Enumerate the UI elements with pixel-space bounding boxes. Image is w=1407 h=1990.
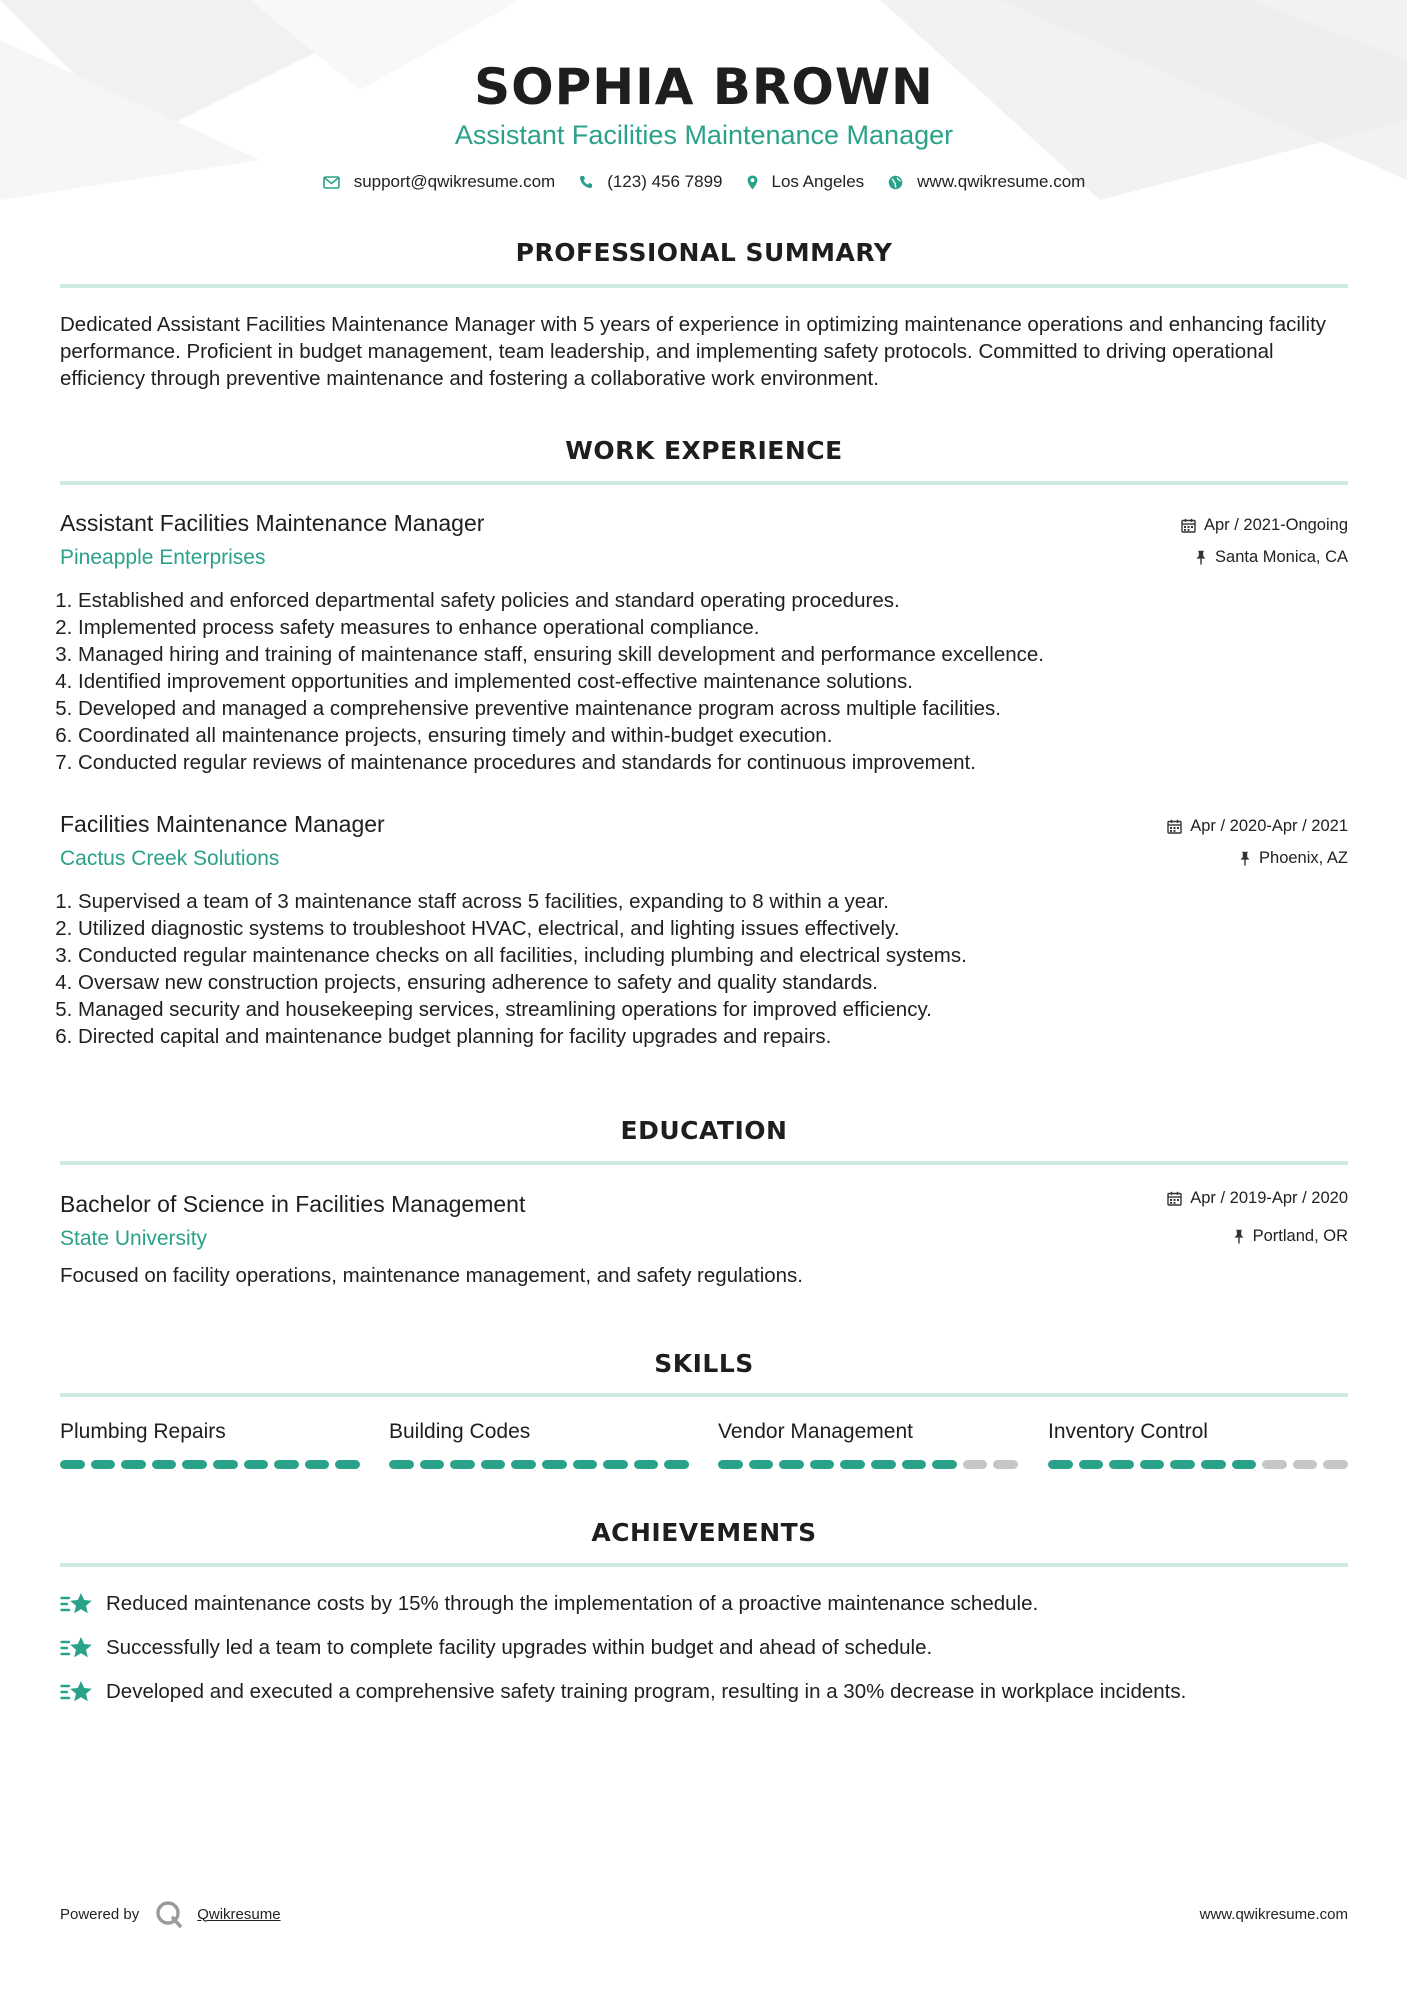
job-dates — [1167, 817, 1348, 836]
skill-dot — [1232, 1460, 1257, 1469]
job-title: Facilities Maintenance Manager — [60, 811, 385, 837]
skill-dot — [213, 1460, 238, 1469]
footer-powered-by — [60, 1900, 281, 1928]
degree-title: Bachelor of Science in Facilities Management — [60, 1191, 526, 1217]
contact-location — [747, 172, 865, 192]
skill-item — [1048, 1420, 1348, 1469]
qwikresume-logo-icon — [155, 1900, 183, 1928]
list-item: 2. Implemented process safety measures to enhance operational compliance. — [78, 614, 1348, 641]
star-icon — [60, 1634, 94, 1662]
skill-dot — [779, 1460, 804, 1469]
education-heading: EDUCATION — [620, 1116, 788, 1145]
phone-icon — [579, 175, 593, 189]
skills-heading: SKILLS — [654, 1349, 754, 1378]
list-item: 6. Directed capital and maintenance budget planning for facility upgrades and repairs. — [78, 1023, 1348, 1050]
education-divider — [60, 1161, 1348, 1165]
summary-divider — [60, 284, 1348, 288]
skill-item — [718, 1420, 1018, 1469]
skill-dot — [603, 1460, 628, 1469]
skill-dot — [810, 1460, 835, 1469]
skill-dot — [993, 1460, 1018, 1469]
skill-name: Vendor Management — [718, 1420, 913, 1443]
skill-dot — [963, 1460, 988, 1469]
summary-heading: PROFESSIONAL SUMMARY — [515, 238, 893, 267]
skill-dot — [1109, 1460, 1134, 1469]
email-text: support@qwikresume.com — [353, 172, 556, 191]
phone-text: (123) 456 7899 — [607, 172, 723, 191]
education-location — [1233, 1227, 1348, 1246]
job-dates-text: Apr / 2020-Apr / 2021 — [1190, 817, 1348, 835]
job-location-text: Santa Monica, CA — [1215, 548, 1348, 566]
list-item: 2. Utilized diagnostic systems to troubleshoot HVAC, electrical, and lighting issues effectively. — [78, 915, 1348, 942]
skill-rating — [1048, 1460, 1348, 1469]
list-item: 3. Conducted regular maintenance checks on all facilities, including plumbing and electrical systems. — [78, 942, 1348, 969]
skills-divider — [60, 1393, 1348, 1397]
list-item: 1. Established and enforced departmental safety policies and standard operating procedures. — [78, 587, 1348, 614]
experience-divider — [60, 481, 1348, 485]
skill-dot — [634, 1460, 659, 1469]
skill-dot — [274, 1460, 299, 1469]
skill-dot — [1323, 1460, 1348, 1469]
achievement-text: Reduced maintenance costs by 15% through the implementation of a proactive maintenance schedule. — [106, 1592, 1039, 1615]
job-location-text: Phoenix, AZ — [1259, 849, 1348, 867]
envelope-icon — [323, 176, 340, 189]
skill-dot — [1048, 1460, 1073, 1469]
contact-website[interactable] — [888, 172, 1085, 192]
skill-dot — [481, 1460, 506, 1469]
job-bullets — [54, 587, 1348, 776]
skill-dot — [244, 1460, 269, 1469]
skill-item — [389, 1420, 689, 1469]
skill-dot — [718, 1460, 743, 1469]
skill-dot — [871, 1460, 896, 1469]
candidate-role: Assistant Facilities Maintenance Manager — [454, 120, 954, 150]
calendar-icon — [1167, 1191, 1182, 1206]
star-icon — [60, 1590, 94, 1618]
skill-dot — [1262, 1460, 1287, 1469]
calendar-icon — [1181, 518, 1196, 533]
experience-heading: WORK EXPERIENCE — [565, 436, 843, 465]
achievements-divider — [60, 1563, 1348, 1567]
globe-icon — [888, 175, 903, 190]
skill-dot — [305, 1460, 330, 1469]
achievement-text: Successfully led a team to complete facility upgrades within budget and ahead of schedule. — [106, 1636, 933, 1659]
education-location-text: Portland, OR — [1252, 1227, 1348, 1245]
job-bullets — [54, 888, 1348, 1050]
list-item: 5. Developed and managed a comprehensive preventive maintenance program across multiple facilities. — [78, 695, 1348, 722]
skill-name: Building Codes — [389, 1420, 531, 1443]
list-item: 4. Identified improvement opportunities and implemented cost-effective maintenance solutions. — [78, 668, 1348, 695]
list-item: 1. Supervised a team of 3 maintenance staff across 5 facilities, expanding to 8 within a year. — [78, 888, 1348, 915]
skill-dot — [1140, 1460, 1165, 1469]
achievement-item — [60, 1678, 1348, 1706]
list-item: 7. Conducted regular reviews of maintenance procedures and standards for continuous improvement. — [78, 749, 1348, 776]
map-pin-icon — [747, 175, 758, 190]
contact-email[interactable] — [323, 172, 556, 192]
skill-rating — [389, 1460, 689, 1469]
list-item: 5. Managed security and housekeeping services, streamlining operations for improved efficiency. — [78, 996, 1348, 1023]
website-text: www.qwikresume.com — [917, 172, 1086, 191]
calendar-icon — [1167, 819, 1182, 834]
skill-dot — [1170, 1460, 1195, 1469]
skill-dot — [840, 1460, 865, 1469]
skill-item — [60, 1420, 360, 1469]
skill-name: Plumbing Repairs — [60, 1420, 226, 1443]
pushpin-icon — [1239, 851, 1251, 866]
skill-dot — [511, 1460, 536, 1469]
summary-text: Dedicated Assistant Facilities Maintenance Manager with 5 years of experience in optimizing maintenance operations and enhancing facility performance. Proficient in budget management, team leadership, and implementing safety protocols. Committed to driving operational efficiency through preventive maintenance and fostering a collaborative work environment. — [60, 313, 1327, 390]
contact-phone[interactable] — [579, 172, 722, 192]
education-dates — [1167, 1189, 1348, 1208]
education-description: Focused on facility operations, maintenance management, and safety regulations. — [60, 1264, 803, 1287]
footer-website[interactable]: www.qwikresume.com — [1199, 1906, 1348, 1923]
candidate-name: SOPHIA BROWN — [474, 58, 934, 116]
list-item: 4. Oversaw new construction projects, ensuring adherence to safety and quality standards. — [78, 969, 1348, 996]
skill-dot — [932, 1460, 957, 1469]
skill-dot — [420, 1460, 445, 1469]
job-title: Assistant Facilities Maintenance Manager — [60, 510, 485, 536]
achievements-heading: ACHIEVEMENTS — [591, 1518, 817, 1547]
skill-dot — [152, 1460, 177, 1469]
skill-dot — [1079, 1460, 1104, 1469]
skill-dot — [573, 1460, 598, 1469]
location-text: Los Angeles — [771, 172, 865, 191]
skill-dot — [60, 1460, 85, 1469]
skill-dot — [664, 1460, 689, 1469]
skill-dot — [1293, 1460, 1318, 1469]
qwikresume-link[interactable]: Qwikresume — [197, 1905, 281, 1923]
pushpin-icon — [1233, 1229, 1245, 1244]
skill-dot — [902, 1460, 927, 1469]
skill-dot — [389, 1460, 414, 1469]
job-dates-text: Apr / 2021-Ongoing — [1203, 516, 1348, 534]
job-dates — [1181, 516, 1348, 535]
pushpin-icon — [1195, 550, 1207, 565]
powered-by-label: Powered by — [60, 1905, 140, 1923]
skill-dot — [121, 1460, 146, 1469]
skill-dot — [182, 1460, 207, 1469]
skill-dot — [91, 1460, 116, 1469]
achievement-item — [60, 1634, 1348, 1662]
contact-bar — [60, 172, 1348, 192]
skill-rating — [718, 1460, 1018, 1469]
skill-dot — [450, 1460, 475, 1469]
job-location — [1195, 548, 1348, 567]
skill-rating — [60, 1460, 360, 1469]
star-icon — [60, 1678, 94, 1706]
company-name: Cactus Creek Solutions — [60, 847, 280, 870]
list-item: 6. Coordinated all maintenance projects, ensuring timely and within-budget execution. — [78, 722, 1348, 749]
list-item: 3. Managed hiring and training of maintenance staff, ensuring skill development and performance excellence. — [78, 641, 1348, 668]
skill-dot — [542, 1460, 567, 1469]
skill-dot — [335, 1460, 360, 1469]
achievement-item — [60, 1590, 1348, 1618]
skill-dot — [749, 1460, 774, 1469]
skill-name: Inventory Control — [1048, 1420, 1208, 1443]
job-location — [1239, 849, 1348, 868]
company-name: Pineapple Enterprises — [60, 546, 266, 569]
education-dates-text: Apr / 2019-Apr / 2020 — [1190, 1189, 1348, 1207]
school-name: State University — [60, 1227, 208, 1250]
achievement-text: Developed and executed a comprehensive safety training program, resulting in a 30% decrease in workplace incidents. — [106, 1680, 1187, 1703]
skill-dot — [1201, 1460, 1226, 1469]
